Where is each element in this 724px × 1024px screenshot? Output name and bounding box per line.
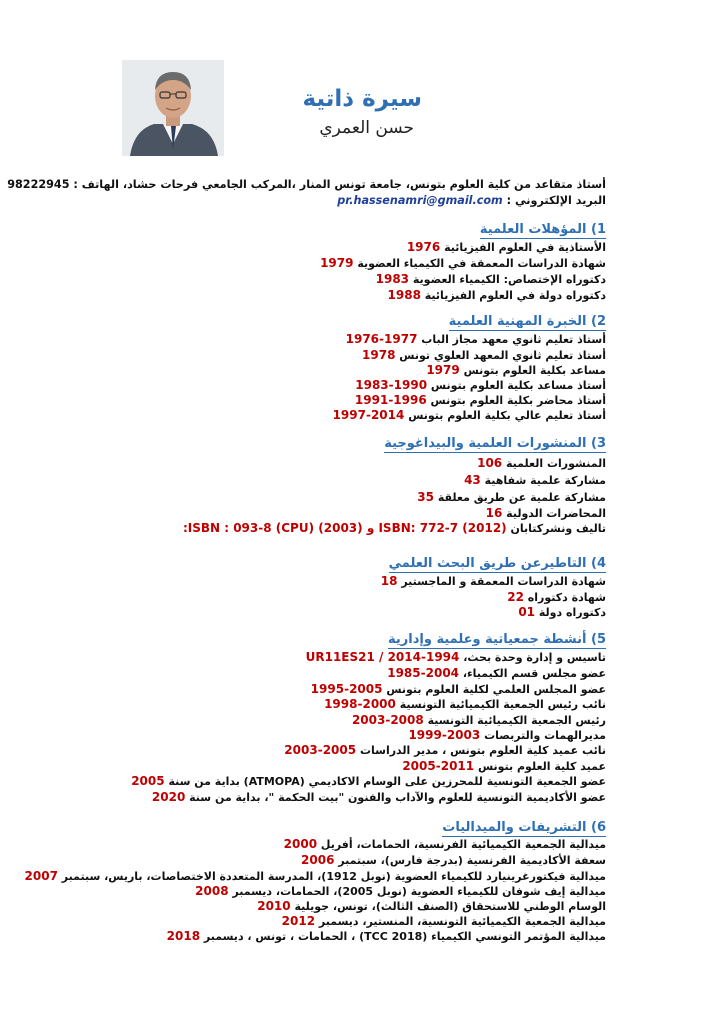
publication-item: المنشورات العلمية 106 — [477, 456, 606, 470]
honor-item: سعفة الأكاديمية الفرنسية (بدرجة فارس)، سبتمبر 2006 — [301, 853, 606, 867]
experience-item: أستاذ محاضر بكلية العلوم بتونس 1996-1991 — [354, 393, 606, 407]
books-isbn: ISBN: 772-7 (2012) و (2003) ISBN : 093-8 (CPU): — [182, 521, 507, 535]
honor-item: ميدالية المؤتمر التونسي الكيمياء (TCC 2018) ، الحمامات ، تونس ، ديسمبر 2018 — [166, 929, 606, 943]
activity-item: عضو الجمعية التونسية للمحرزين على الوسام الاكاديمي (ATMOPA) بداية من سنة 2005 — [131, 774, 606, 788]
section-title-activities: 5) أنشطة جمعياتية وعلمية وإدارية — [388, 632, 606, 647]
section-title-honors: 6) التشريفات والميداليات — [442, 820, 606, 835]
experience-item: مساعد بكلية العلوم بتونس 1979 — [426, 363, 606, 377]
activity-item: رئيس الجمعية الكيميائية التونسية 2008-2003 — [351, 713, 606, 727]
activity-item: نائب رئيس الجمعية الكيميائية التونسية 2000-1998 — [324, 697, 606, 711]
person-name: حسن العمري — [319, 118, 414, 138]
activity-item: تاسيس و إدارة وحدة بحث، UR11ES21 / 2014-1994 — [305, 650, 606, 664]
qualification-item: الأستاذية في العلوم الفيزيائية 1976 — [406, 240, 606, 254]
section-title-supervision: 4) التاطيرعن طريق البحث العلمي — [388, 556, 606, 571]
supervision-item: دكتوراه دولة 01 — [518, 605, 606, 619]
qualification-item: شهادة الدراسات المعمقة في الكيمياء العضوية 1979 — [320, 256, 606, 270]
section-title-qualifications: 1) المؤهلات العلمية — [479, 222, 606, 237]
section-title-experience: 2) الخبرة المهنية العلمية — [448, 314, 606, 329]
honor-item: ميدالية الجمعية الكيميائية الفرنسية، الحمامات، أفريل 2000 — [283, 837, 606, 851]
supervision-item: شهادة الدراسات المعمقة و الماجستير 18 — [380, 574, 606, 588]
honor-item: ميدالية الجمعية الكيميائية التونسية، المنستير، ديسمبر 2012 — [281, 914, 606, 928]
publication-item: مشاركة علمية عن طريق معلقة 35 — [417, 490, 606, 504]
honor-item: ميدالية فيكتورغرينيارد للكيمياء العضوية (نوبل 1912)، المدرسة المتعددة الاختصاصات، باريس، سبتمبر 2007 — [24, 869, 606, 883]
email-link[interactable]: pr.hassenamri@gmail.com — [337, 194, 503, 207]
experience-item: أستاذ مساعد بكلية العلوم بتونس 1990-1983 — [355, 378, 606, 392]
experience-item: أستاذ تعليم ثانوي المعهد العلوي تونس 1978 — [362, 348, 606, 362]
page-title: سيرة ذاتية — [302, 86, 422, 112]
contact-line — [7, 178, 606, 191]
supervision-item: شهادة دكتوراه 22 — [507, 590, 606, 604]
phone-number: 98222945 — [7, 178, 70, 191]
qualification-item: دكتوراه الإختصاص: الكيمياء العضوية 1983 — [375, 272, 606, 286]
experience-item: أستاذ تعليم عالي بكلية العلوم بتونس 2014-1997 — [332, 408, 606, 422]
qualification-item: دكتوراه دولة في العلوم الفيزيائية 1988 — [387, 288, 606, 302]
activity-item: نائب عميد كلية العلوم بتونس ، مدير الدراسات 2005-2003 — [284, 743, 606, 757]
books-line — [183, 521, 606, 536]
activity-item: مديرالهمات والتربصات 2003-1999 — [408, 728, 606, 742]
email-label: البريد الإلكتروني : — [506, 194, 606, 207]
contact-info-text: أستاذ متقاعد من كلية العلوم بتونس، جامعة تونس المنار ،المركب الجامعي فرحات حشاد، الهاتف : — [73, 178, 606, 191]
experience-item: أستاذ تعليم ثانوي معهد مجاز الباب 1977-1976 — [345, 332, 606, 346]
profile-photo — [122, 60, 224, 156]
section-title-publications: 3) المنشورات العلمية والبيداغوجية — [384, 436, 606, 451]
publication-item: المحاضرات الدولية 16 — [485, 506, 606, 520]
portrait-image — [122, 60, 224, 156]
activity-item: عضو مجلس قسم الكيمياء، 2004-1985 — [387, 666, 606, 680]
honor-item: ميدالية إيف شوفان للكيمياء العضوية (نوبل 2005)، الحمامات، ديسمبر 2008 — [195, 884, 606, 898]
honor-item: الوسام الوطني للاستحقاق (الصنف الثالث)، تونس، جويلية 2010 — [257, 899, 606, 913]
publication-item: مشاركة علمية شفاهية 43 — [464, 473, 606, 487]
activity-item: عضو الأكاديمية التونسية للعلوم والآداب والفنون "بيت الحكمة "، بداية من سنة 2020 — [151, 790, 606, 804]
email-line — [337, 194, 606, 207]
activity-item: عميد كلية العلوم بتونس 2011-2005 — [402, 759, 606, 773]
activity-item: عضو المجلس العلمي لكلية العلوم بتونس 2005-1995 — [310, 682, 606, 696]
books-label: تاليف ونشركتابان — [510, 522, 606, 535]
